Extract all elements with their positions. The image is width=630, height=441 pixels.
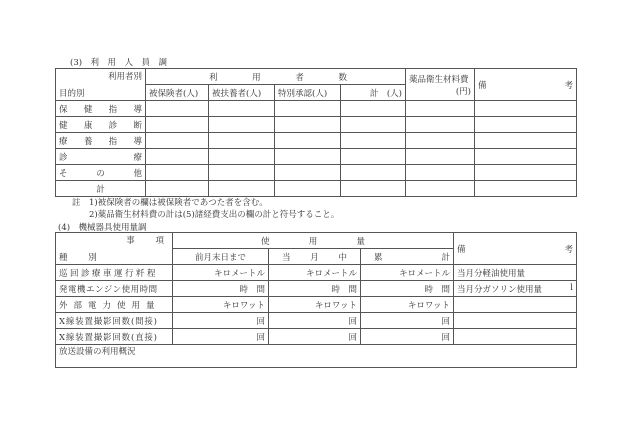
header-char: 者 <box>295 72 304 83</box>
row-label: 診 療 <box>56 149 146 165</box>
corner-header <box>56 69 146 101</box>
header-char: 考 <box>564 80 573 91</box>
col-cumulative: 累 計 <box>361 249 454 265</box>
table-row: X線装置撮影回数(直接) 回 回 回 <box>56 329 577 345</box>
remarks-header <box>475 69 577 101</box>
header-char: 数 <box>338 72 347 83</box>
section3-title: (3) 利 用 人 員 調 <box>70 58 168 68</box>
row-label: そ の 他 <box>56 165 146 181</box>
col-insured: 被保険者(人) <box>146 85 209 101</box>
usage-personnel-table <box>55 68 577 197</box>
col-prev-month: 前月末日まで <box>173 249 269 265</box>
corner-bottom: 目的別 <box>59 89 85 99</box>
row-label-total: 計 <box>56 181 146 197</box>
section4-title: (4) 機械器具使用量調 <box>58 223 147 233</box>
cost-header-label: 薬品衛生材料費 <box>409 74 469 85</box>
users-count-header <box>146 69 406 85</box>
col-dependent: 被扶養者(人) <box>209 85 275 101</box>
equipment-usage-table <box>55 232 577 368</box>
header-char: 利 <box>209 72 218 83</box>
header-char: 備 <box>478 80 487 91</box>
cost-header-unit: (円) <box>455 86 471 97</box>
table-row: 巡回診療車運行粁程 キロメートル キロメートル キロメートル 当月分軽油使用量 <box>56 265 577 281</box>
row-label: 健 康 診 断 <box>56 117 146 133</box>
row-label: 保 健 指 導 <box>56 101 146 117</box>
usage-header: 使 用 量 <box>173 233 454 249</box>
table-row: 発電機エンジン使用時間 時 間 時 間 時 間 当月分ガソリン使用量 l <box>56 281 577 297</box>
table-row: X線装置撮影回数(間接) 回 回 回 <box>56 313 577 329</box>
col-this-month: 当 月 中 <box>269 249 361 265</box>
note-1: 註 1)被保険者の欄は被保険者であつた者を含む。 <box>72 198 268 208</box>
col-special: 特別承認(人) <box>275 85 341 101</box>
remarks-header: 備 考 <box>454 233 577 265</box>
corner-header: 事 項 種 別 <box>56 233 173 265</box>
broadcast-usage: 放送設備の利用概況 <box>56 345 577 368</box>
col-total: 計 (人) <box>341 85 406 101</box>
corner-top: 利用者別 <box>107 72 142 82</box>
row-label: 療 養 指 導 <box>56 133 146 149</box>
table-row: 外部電力使用量 キロワット キロワット キロワット <box>56 297 577 313</box>
header-char: 用 <box>252 72 261 83</box>
cost-header <box>406 69 475 101</box>
note-2: 2)薬品衛生材料費の計は(5)諸経費支出の欄の計と符号すること。 <box>89 210 340 220</box>
